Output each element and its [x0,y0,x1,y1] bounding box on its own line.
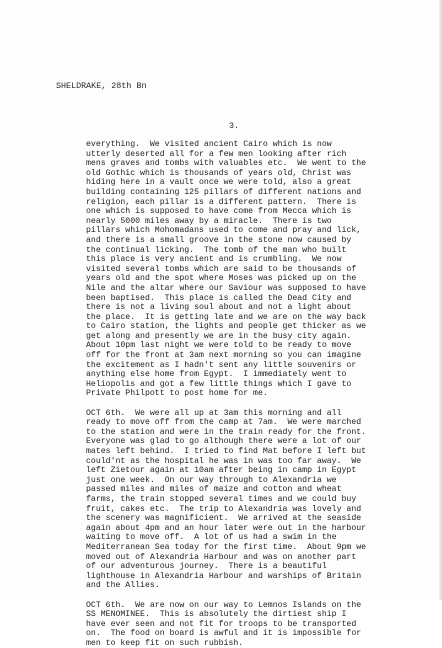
text-line: nearly 5000 miles away by a miracle. There is two [86,217,426,227]
text-line: everything. We visited ancient Cairo which is now [86,140,426,150]
text-line: old Gothic which is thousands of years old, Christ was [86,169,426,179]
paragraph-oct-6-menominee [86,601,426,648]
text-line: passed miles and miles of maize and cotton and wheat [86,485,426,495]
text-line: the place. It is getting late and we are on the way back [86,313,426,323]
text-line: on. The food on board is awful and it is impossible for [86,629,426,639]
text-line: could'nt as the hospital he was in was too far away. We [86,457,426,467]
text-line: OCT 6th. We were all up at 3am this morning and all [86,409,426,419]
text-line: Nile and the altar where our Saviour was supposed to have [86,284,426,294]
text-line: ready to move off from the camp at 7am. We were marched [86,418,426,428]
text-line: utterly deserted all for a few men looking after rich [86,150,426,160]
text-line: there is not a living soul about and not a light about [86,303,426,313]
text-line: building containing 125 pillars of different nations and [86,188,426,198]
document-header: SHELDRAKE, 28th Bn [56,81,146,91]
text-line: again about 4pm and an hour later were out in the harbour [86,524,426,534]
text-line: to the station and were in the train ready for the front. [86,428,426,438]
text-line: religion, each pillar is a different pattern. There is [86,198,426,208]
text-line: the excitement as I hadn't sent any little souvenirs or [86,361,426,371]
text-line: waiting to move off. A lot of us had a swim in the [86,533,426,543]
text-line: lighthouse in Alexandria Harbour and warships of Britain [86,572,426,582]
text-line: and the Allies. [86,581,426,591]
paragraph-cairo [86,140,426,399]
text-line: the scenery was magnificient. We arrived at the seaside [86,514,426,524]
page-number: 3. [229,121,239,131]
text-line: been baptised. This place is called the Dead City and [86,294,426,304]
text-line: mates left behind. I tried to find Mat before I left but [86,447,426,457]
text-line: hiding here in a vault once we were told, also a great [86,178,426,188]
text-line: fruit, cakes etc. The trip to Alexandria was lovely and [86,505,426,515]
text-line: get along and presently we are in the busy city again. [86,332,426,342]
text-line: the continual licking. The tomb of the man who built [86,246,426,256]
paragraph-oct-6-departure [86,409,426,591]
text-line: Everyone was glad to go although there were a lot of our [86,437,426,447]
text-line: and there is a small groove in the stone now caused by [86,236,426,246]
text-line: pillars which Mohomadans used to come and pray and lick, [86,226,426,236]
text-line: just one week. On our way through to Alexandria we [86,476,426,486]
text-line: one which is supposed to have come from Mecca which is [86,207,426,217]
text-line: left Zietour again at 10am after being in camp in Egypt [86,466,426,476]
text-line: About 10pm last night we were told to be ready to move [86,341,426,351]
text-line: Heliopolis and got a few little things which I gave to [86,380,426,390]
text-line: anything else home from Egypt. I immediately went to [86,370,426,380]
text-line: Mediterranean Sea today for the first time. About 9pm we [86,543,426,553]
text-line: men to keep fit on such rubbish. [86,639,426,648]
text-line: have ever seen and not fit for troops to be transported [86,620,426,630]
text-line: SS MENOMINEE. This is absolutely the dirtiest ship I [86,610,426,620]
text-line: years old and the spot where Moses was picked up on the [86,274,426,284]
text-line: moved out of Alexandria Harbour and was on another part [86,553,426,563]
text-line: visited several tombs which are said to be thousands of [86,265,426,275]
document-body [86,140,426,648]
text-line: to Cairo station, the lights and people get thicker as we [86,322,426,332]
text-line: off for the front at 3am next morning so you can imagine [86,351,426,361]
text-line: Private Philpott to post home for me. [86,389,426,399]
text-line: mens graves and tombs with valuables etc. We went to the [86,159,426,169]
text-line: of our adventurous journey. There is a beautiful [86,562,426,572]
text-line: OCT 6th. We are now on our way to Lemnos Islands on the [86,601,426,611]
text-line: farms, the train stopped several times and we could buy [86,495,426,505]
text-line: this place is very ancient and is crumbling. We now [86,255,426,265]
